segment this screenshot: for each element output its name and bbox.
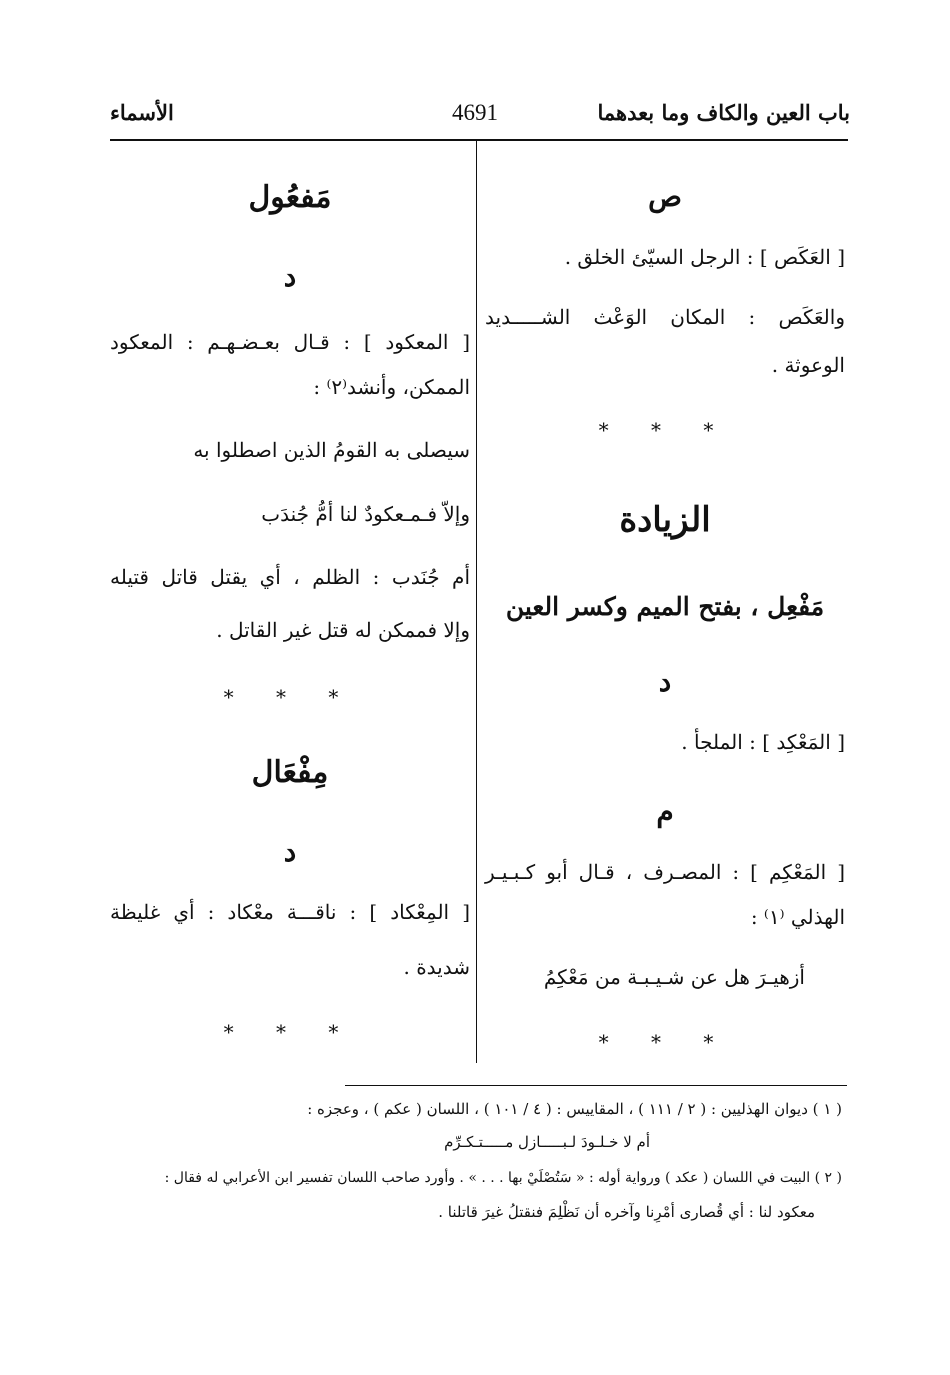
- section-separator: * * *: [598, 1030, 732, 1054]
- entry-makid: [ المَعْكِد ] : الملجأ .: [681, 730, 845, 754]
- running-title-right: باب العين والكاف وما بعدهما: [597, 100, 850, 125]
- entry-makim-line2: الهذلي ⁽١⁾ :: [750, 905, 845, 929]
- letter-heading-dal: د: [283, 835, 297, 868]
- entry-makud-line2: الممكن، وأنشد⁽٢⁾ :: [313, 375, 470, 399]
- pattern-heading-mafil: مَفْعِل ، بفتح الميم وكسر العين: [505, 592, 825, 621]
- section-separator: * * *: [598, 418, 732, 442]
- poem-verse-1: سيصلى به القومُ الذين اصطلوا به: [193, 438, 470, 462]
- footnote-rule: [345, 1085, 847, 1086]
- poem-verse-2: وإلاّ فـمـعكودٌ لنا أمُّ جُندَب: [261, 502, 470, 526]
- section-separator: * * *: [223, 1020, 357, 1044]
- entry-akas: [ العَكَص ] : الرجل السيّئ الخلق .: [564, 245, 845, 269]
- letter-heading-sad: ص: [648, 180, 682, 213]
- letter-heading-mim: م: [656, 795, 674, 828]
- entry-makud-line1: [ المعكود ] : قـال بعـضـهـم : المعكود: [110, 330, 470, 354]
- footnote-2-line2: معكود لنا : أي قُصارى أمْرِنا وآخره أن نَظْلِمَ فنقتلُ غيرَ قاتلنا .: [438, 1203, 815, 1221]
- footnote-1: ( ١ ) ديوان الهذليين : ( ٢ / ١١١ ) ، المقاييس : ( ٤ / ١٠١ ) ، اللسان ( عكم ) ، وعجزه :: [307, 1100, 842, 1118]
- left-column: [110, 160, 470, 1065]
- page-number: 4691: [452, 100, 498, 125]
- footnote-2-line1: ( ٢ ) البيت في اللسان ( عكد ) ورواية أوله : « سَتُصْلَيْ بها . . . » . وأورد صاحب اللسان تفسير ابن الأعرابي له فقال :: [164, 1170, 842, 1186]
- section-title-ziyada: الزيادة: [619, 500, 711, 540]
- entry-mikad-line2: شديدة .: [403, 955, 470, 979]
- letter-heading-dal: د: [658, 665, 672, 698]
- entry-jundab-line1: أم جُنَدب : الظلم ، أي يقتل قاتل قتيله: [110, 565, 470, 589]
- running-title-left: الأسماء: [110, 100, 174, 125]
- pattern-heading-mifal: مِفْعَال: [251, 755, 329, 790]
- entry-akas-2-line2: الوعوثة .: [771, 353, 845, 377]
- section-separator: * * *: [223, 685, 357, 709]
- entry-makim-line1: [ المَعْكِم ] : المصـرف ، قـال أبو كـبـيـر: [485, 860, 845, 884]
- entry-jundab-line2: وإلا فممكن له قتل غير القاتل .: [216, 618, 470, 642]
- column-divider: [476, 141, 477, 1063]
- poem-verse: أزهيـرَ هل عن شـيـبـة من مَعْكِمُ: [543, 965, 805, 989]
- entry-mikad-line1: [ المِعْكاد ] : ناقـــة معْكاد : أي غليظة: [110, 900, 470, 924]
- pattern-heading-maful: مَفعُول: [248, 180, 332, 215]
- letter-heading-dal: د: [283, 260, 297, 293]
- entry-akas-2-line1: والعَكَص : المكان الوَعْث الشـــــديد: [485, 305, 845, 329]
- header-rule: [110, 139, 848, 141]
- right-column: [485, 160, 845, 1065]
- footnote-1-verse: أم لا خـلـودَ لـبـــــازل مـــــتـكـرِّم: [444, 1133, 650, 1151]
